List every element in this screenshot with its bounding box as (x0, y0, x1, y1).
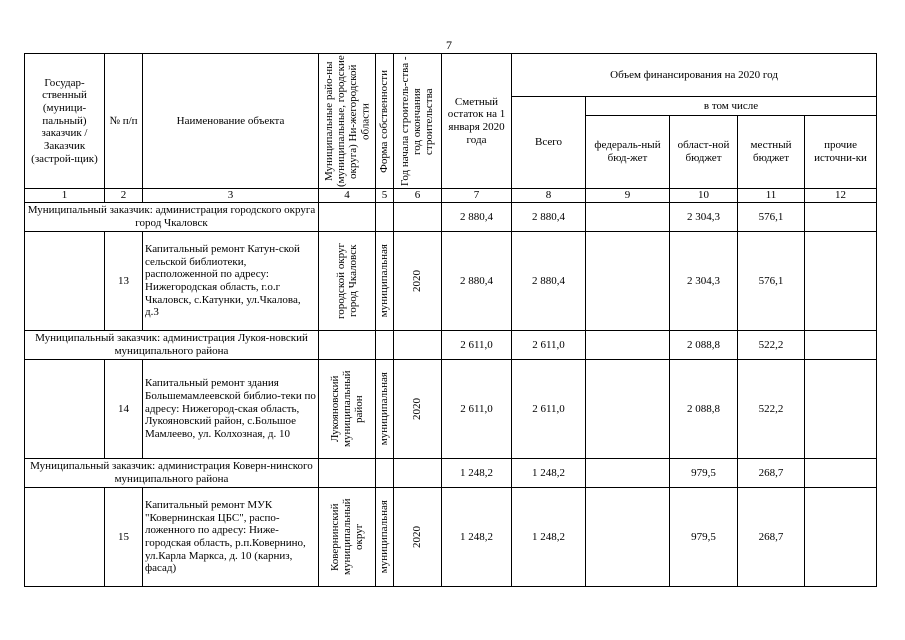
header-including: в том числе (586, 97, 877, 116)
estimate-value: 2 611,0 (442, 360, 512, 459)
page-number: 7 (446, 38, 452, 52)
object-years: 2020 (411, 526, 424, 548)
regional-value: 2 088,8 (670, 331, 738, 360)
estimate-value: 1 248,2 (442, 488, 512, 587)
other-value (805, 203, 877, 232)
column-index: 4 (319, 189, 376, 203)
header-ownership-cell (376, 54, 394, 189)
column-index: 2 (105, 189, 143, 203)
customer-row (25, 331, 877, 360)
local-value: 268,7 (738, 488, 805, 587)
object-row (25, 488, 877, 587)
object-num: 14 (105, 360, 143, 459)
object-num: 13 (105, 232, 143, 331)
regional-value: 979,5 (670, 459, 738, 488)
federal-value (586, 360, 670, 459)
customer-row (25, 459, 877, 488)
other-value (805, 488, 877, 587)
header-total: Всего (512, 97, 586, 189)
object-ownership: муниципальная (378, 372, 391, 446)
estimate-value: 2 880,4 (442, 203, 512, 232)
customer-name: Муниципальный заказчик: администрация Лукоя-новский муниципального района (25, 331, 319, 360)
customer-name: Муниципальный заказчик: администрация Коверн-нинского муниципального района (25, 459, 319, 488)
other-value (805, 459, 877, 488)
estimate-value: 2 880,4 (442, 232, 512, 331)
column-index: 8 (512, 189, 586, 203)
column-index-row (25, 189, 877, 203)
object-row (25, 232, 877, 331)
column-index: 3 (143, 189, 319, 203)
local-value: 522,2 (738, 331, 805, 360)
header-customer: Государ-ственный (муници-пальный) заказчик / Заказчик (застрой-щик) (25, 54, 105, 189)
object-municipality: Ковернинский муниципальный округ (328, 498, 366, 576)
object-municipality-cell (319, 232, 376, 331)
object-municipality-cell (319, 488, 376, 587)
local-value: 576,1 (738, 232, 805, 331)
local-value: 576,1 (738, 203, 805, 232)
local-value: 268,7 (738, 459, 805, 488)
header-municipality: Муниципальные райо-ны (муниципальные, городские округа) Ни-жегородской области (322, 55, 372, 187)
financing-table (24, 53, 877, 587)
object-years-cell (394, 360, 442, 459)
regional-value: 2 304,3 (670, 203, 738, 232)
header-object-name: Наименование объекта (143, 54, 319, 189)
header-local: местный бюджет (738, 116, 805, 189)
federal-value (586, 203, 670, 232)
total-value: 1 248,2 (512, 488, 586, 587)
object-ownership: муниципальная (378, 500, 391, 574)
regional-value: 979,5 (670, 488, 738, 587)
object-ownership-cell (376, 232, 394, 331)
total-value: 2 611,0 (512, 331, 586, 360)
other-value (805, 331, 877, 360)
regional-value: 2 088,8 (670, 360, 738, 459)
object-years-cell (394, 232, 442, 331)
federal-value (586, 459, 670, 488)
total-value: 2 880,4 (512, 203, 586, 232)
header-regional: област-ной бюджет (670, 116, 738, 189)
federal-value (586, 488, 670, 587)
column-index: 11 (738, 189, 805, 203)
header-funding: Объем финансирования на 2020 год (512, 54, 877, 97)
column-index: 5 (376, 189, 394, 203)
object-ownership-cell (376, 360, 394, 459)
object-num: 15 (105, 488, 143, 587)
object-years: 2020 (411, 398, 424, 420)
total-value: 2 880,4 (512, 232, 586, 331)
header-ownership: Форма собственности (378, 69, 391, 173)
total-value: 2 611,0 (512, 360, 586, 459)
header-row-1 (25, 54, 877, 97)
header-num: № п/п (105, 54, 143, 189)
column-index: 6 (394, 189, 442, 203)
header-estimate: Сметный остаток на 1 января 2020 года (442, 54, 512, 189)
column-index: 7 (442, 189, 512, 203)
federal-value (586, 331, 670, 360)
total-value: 1 248,2 (512, 459, 586, 488)
column-index: 10 (670, 189, 738, 203)
object-municipality: городской округ город Чкаловск (334, 242, 359, 320)
object-name: Капитальный ремонт здания Большемамлеевской библио-теки по адресу: Нижегород-ская область, Лукояновский район, с.Большое Мамлеево, ул. Колхозная, д. 10 (143, 360, 319, 459)
header-years-cell (394, 54, 442, 189)
other-value (805, 232, 877, 331)
header-other: прочие источни-ки (805, 116, 877, 189)
object-municipality-cell (319, 360, 376, 459)
object-years: 2020 (411, 270, 424, 292)
object-ownership: муниципальная (378, 244, 391, 318)
estimate-value: 2 611,0 (442, 331, 512, 360)
object-name: Капитальный ремонт МУК "Ковернинская ЦБС", распо-ложенного по адресу: Ниже-городская область, р.п.Ковернино, ул.Карла Маркса, д. 10 (карниз, фасад) (143, 488, 319, 587)
column-index: 1 (25, 189, 105, 203)
regional-value: 2 304,3 (670, 232, 738, 331)
object-years-cell (394, 488, 442, 587)
header-municipality-cell (319, 54, 376, 189)
column-index: 12 (805, 189, 877, 203)
header-years: Год начала строитель-ства - год окончания строительства (399, 56, 436, 186)
object-municipality: Лукояновский муниципальный район (328, 370, 366, 448)
column-index: 9 (586, 189, 670, 203)
object-name: Капитальный ремонт Катун-ской сельской библиотеки, расположенной по адресу: Нижегородская область, г.о.г Чкаловск, с.Катунки, ул.Чкалова, д.3 (143, 232, 319, 331)
object-ownership-cell (376, 488, 394, 587)
object-row (25, 360, 877, 459)
header-federal: федераль-ный бюд-жет (586, 116, 670, 189)
other-value (805, 360, 877, 459)
federal-value (586, 232, 670, 331)
local-value: 522,2 (738, 360, 805, 459)
customer-row (25, 203, 877, 232)
estimate-value: 1 248,2 (442, 459, 512, 488)
customer-name: Муниципальный заказчик: администрация городского округа город Чкаловск (25, 203, 319, 232)
